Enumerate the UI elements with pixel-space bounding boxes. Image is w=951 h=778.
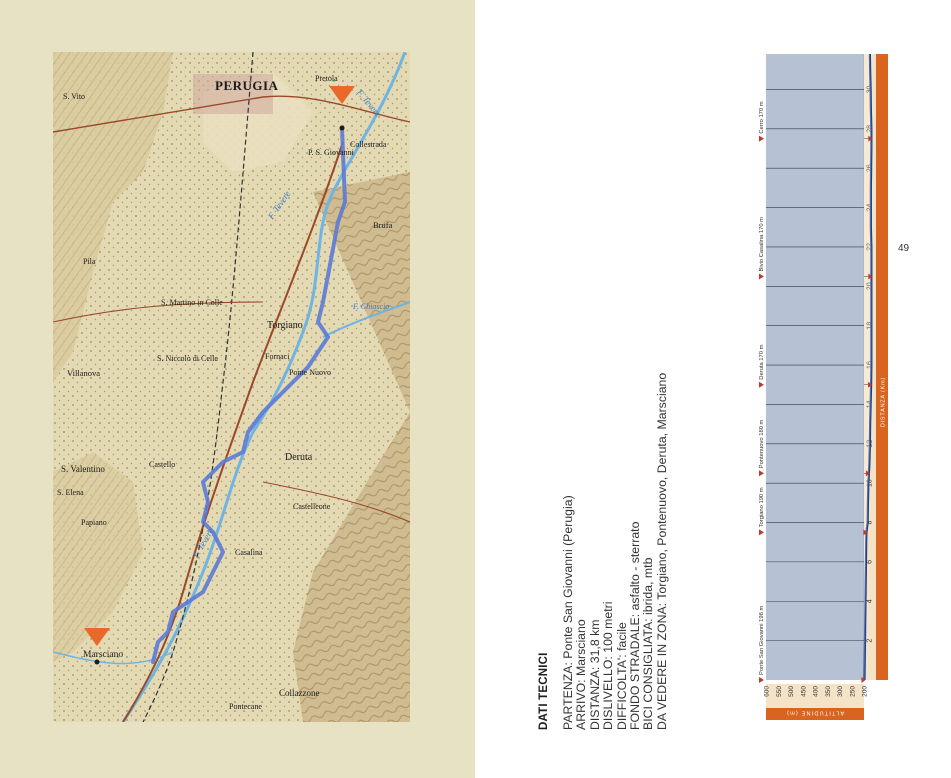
map-label-perugia: PERUGIA — [215, 78, 279, 93]
technical-data-title: DATI TECNICI — [538, 652, 550, 730]
distance-tick-label: 8 — [866, 520, 874, 525]
distance-tick-label: 18 — [866, 321, 874, 330]
map-label-marsciano: Marsciano — [83, 650, 124, 660]
info-line-arrival: ARRIVO: Marsciano — [574, 619, 589, 730]
waypoint-label: Cerro 170 m — [759, 101, 765, 134]
distance-tick-label: 24 — [866, 203, 874, 212]
map-label-san-valentino: S. Valentino — [61, 464, 105, 474]
map-label-casalina: Casalina — [235, 548, 263, 557]
river-label-tevere-north: F. Tevere — [354, 87, 384, 119]
map-canvas — [53, 52, 410, 722]
route-map — [53, 52, 410, 722]
waypoint-label: Torgiano 190 m — [759, 487, 765, 528]
map-label-fornaci: Fornaci — [265, 352, 290, 361]
altitude-tick-label: 400 — [812, 686, 820, 697]
altitude-tick-label: 450 — [800, 686, 808, 697]
altitude-tick-label: 200 — [861, 686, 869, 697]
distance-tick-label: 12 — [866, 439, 874, 448]
page-number: 49 — [898, 243, 910, 254]
distance-tick-label: 28 — [866, 124, 874, 133]
map-label-sant-elena: S. Elena — [57, 488, 84, 497]
waypoint-label: Deruta 170 m — [759, 344, 765, 380]
distance-tick-label: 20 — [866, 282, 874, 291]
altitude-tick-label: 250 — [849, 686, 857, 697]
map-label-papiano: Papiano — [81, 518, 107, 527]
info-line-elevation-gain: DISLIVELLO: 100 metri — [601, 601, 616, 730]
altitude-tick-label: 600 — [763, 686, 771, 697]
map-label-pretola: Pretola — [315, 74, 338, 83]
map-label-ponte-san-giovanni: P. S. Giovanni — [308, 148, 354, 157]
waypoint-marker — [759, 273, 764, 279]
map-label-torgiano: Torgiano — [267, 320, 303, 331]
waypoint-marker — [759, 136, 764, 142]
waypoint-marker — [759, 529, 764, 535]
waypoint-marker — [759, 677, 764, 683]
map-label-brufa: Brufa — [373, 220, 393, 230]
info-line-bike: BICI CONSIGLIATA: ibrida, mtb — [641, 557, 656, 730]
altitude-tick-label: 500 — [788, 686, 795, 697]
distance-tick-label: 16 — [866, 361, 874, 369]
info-line-distance: DISTANZA: 31,8 km — [587, 619, 602, 730]
map-label-castelleone: Castelleone — [293, 502, 331, 511]
elevation-profile-svg — [756, 52, 892, 724]
altitude-axis-label: ALTITUDINE (m) — [785, 709, 845, 716]
distance-tick-label: 14 — [866, 400, 874, 409]
waypoint-marker — [759, 382, 764, 388]
river-label-chiascio: F. Chiascio — [353, 302, 390, 311]
elevation-profile-chart — [756, 52, 892, 724]
altitude-tick-label: 350 — [824, 686, 832, 697]
map-label-villanova: Villanova — [67, 368, 101, 378]
map-label-pontecane: Pontecane — [229, 702, 262, 711]
technical-data-block — [538, 260, 669, 730]
distance-tick-label: 10 — [866, 479, 874, 488]
map-label-deruta: Deruta — [285, 452, 313, 463]
waypoint-label: Bivio Casalina 170 m — [759, 216, 765, 272]
distance-axis-band — [876, 54, 888, 680]
altitude-tick-label: 300 — [837, 686, 844, 697]
distance-tick-label: 26 — [866, 164, 874, 173]
river-label-tevere-south: F. Tevere — [190, 526, 216, 560]
river-label-tevere-middle: F. Tevere — [265, 188, 293, 222]
info-line-start: PARTENZA: Ponte San Giovanni (Perugia) — [561, 495, 575, 730]
map-label-pila: Pila — [83, 257, 96, 266]
map-label-san-vito: S. Vito — [63, 92, 86, 101]
profile-plot-area — [766, 54, 864, 680]
altitude-tick-label: 550 — [775, 686, 783, 697]
distance-tick-label: 22 — [866, 243, 874, 251]
map-label-collazzone: Collazzone — [279, 688, 320, 698]
info-line-difficulty: DIFFICOLTA': facile — [614, 622, 629, 730]
info-line-surface: FONDO STRADALE: asfalto - sterrato — [628, 521, 643, 730]
map-label-san-martino-in-colle: S. Martino in Colle — [161, 298, 223, 307]
distance-tick-label: 4 — [866, 599, 874, 604]
map-label-san-niccolo-di-celle: S. Niccolò di Celle — [157, 354, 218, 363]
distance-tick-label: 2 — [866, 638, 874, 643]
map-label-ponte-nuovo: Ponte Nuovo — [289, 368, 331, 377]
map-label-collestrada: Collestrada — [350, 140, 387, 149]
map-label-castello: Castello — [149, 460, 176, 469]
waypoint-label: Ponte San Giovanni 198 m — [759, 605, 765, 675]
waypoint-marker — [759, 470, 764, 476]
info-line-sights: DA VEDERE IN ZONA: Torgiano, Pontenuovo, Deruta, Marsciano — [654, 372, 669, 730]
distance-tick-label: 6 — [866, 559, 874, 564]
distance-tick-label: 30 — [866, 85, 874, 94]
waypoint-label: Pontenuovo 180 m — [759, 419, 765, 469]
distance-axis-label: DISTANZA (Km) — [880, 376, 887, 428]
